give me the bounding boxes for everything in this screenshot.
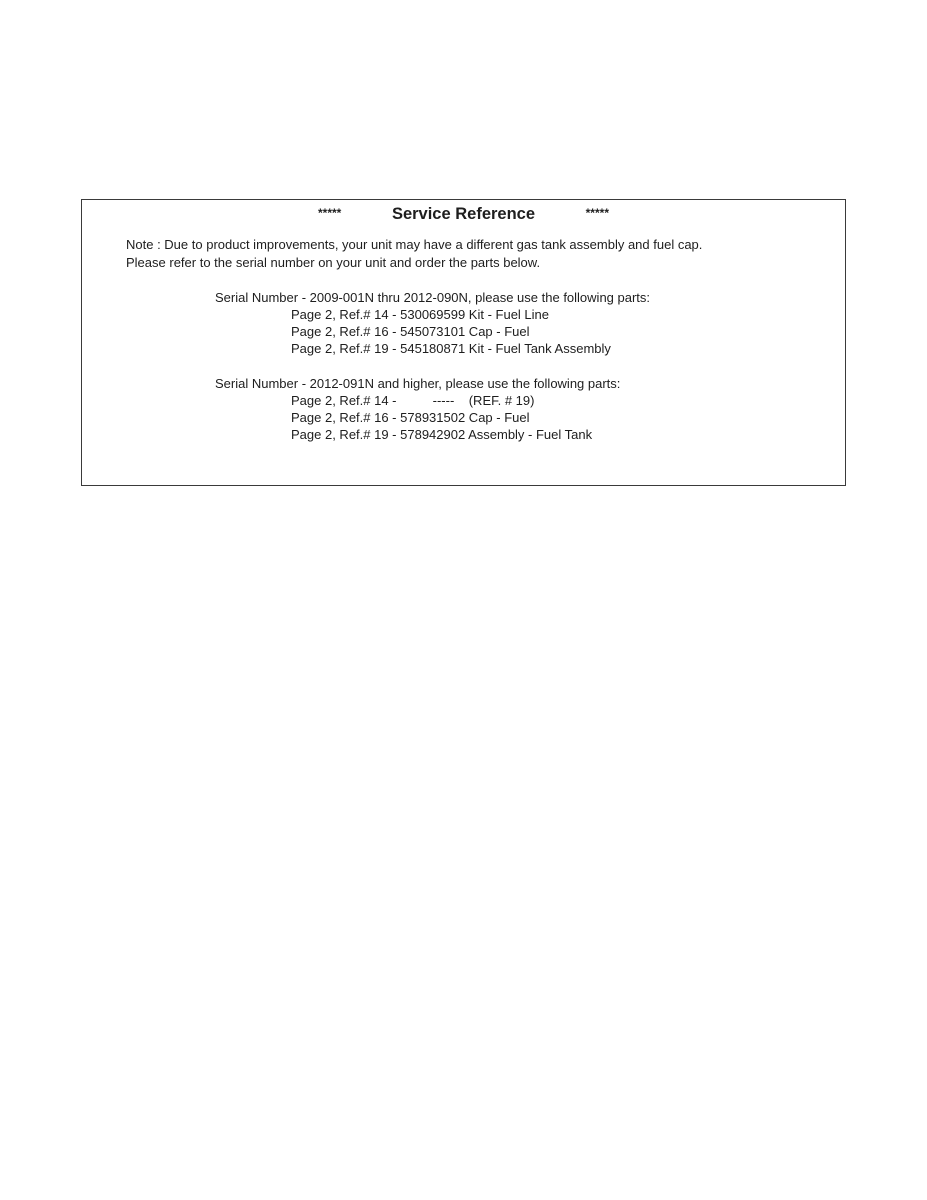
serial-group-2012-onward xyxy=(215,375,620,443)
note-line: Please refer to the serial number on your unit and order the parts below. xyxy=(126,255,541,270)
part-line: Page 2, Ref.# 14 - ----- (REF. # 19) xyxy=(291,393,535,408)
stars-right: ***** xyxy=(585,206,609,220)
serial-heading: Serial Number - 2009-001N thru 2012-090N, please use the following parts: xyxy=(215,290,651,305)
part-line: Page 2, Ref.# 19 - 545180871 Kit - Fuel Tank Assembly xyxy=(291,341,611,356)
part-line: Page 2, Ref.# 19 - 578942902 Assembly - Fuel Tank xyxy=(291,427,593,442)
part-line: Page 2, Ref.# 16 - 578931502 Cap - Fuel xyxy=(291,410,530,425)
title-text: Service Reference xyxy=(391,205,536,223)
stars-left: ***** xyxy=(317,206,342,220)
note-line: Note : Due to product improvements, your unit may have a different gas tank assembly and fuel cap. xyxy=(126,237,703,252)
serial-heading: Serial Number - 2012-091N and higher, please use the following parts: xyxy=(215,376,621,391)
note-text xyxy=(126,236,702,272)
service-reference-box xyxy=(81,199,846,486)
box-title xyxy=(82,205,845,224)
part-line: Page 2, Ref.# 16 - 545073101 Cap - Fuel xyxy=(291,324,530,339)
serial-group-2009-2012 xyxy=(215,289,650,357)
part-line: Page 2, Ref.# 14 - 530069599 Kit - Fuel Line xyxy=(291,307,550,322)
